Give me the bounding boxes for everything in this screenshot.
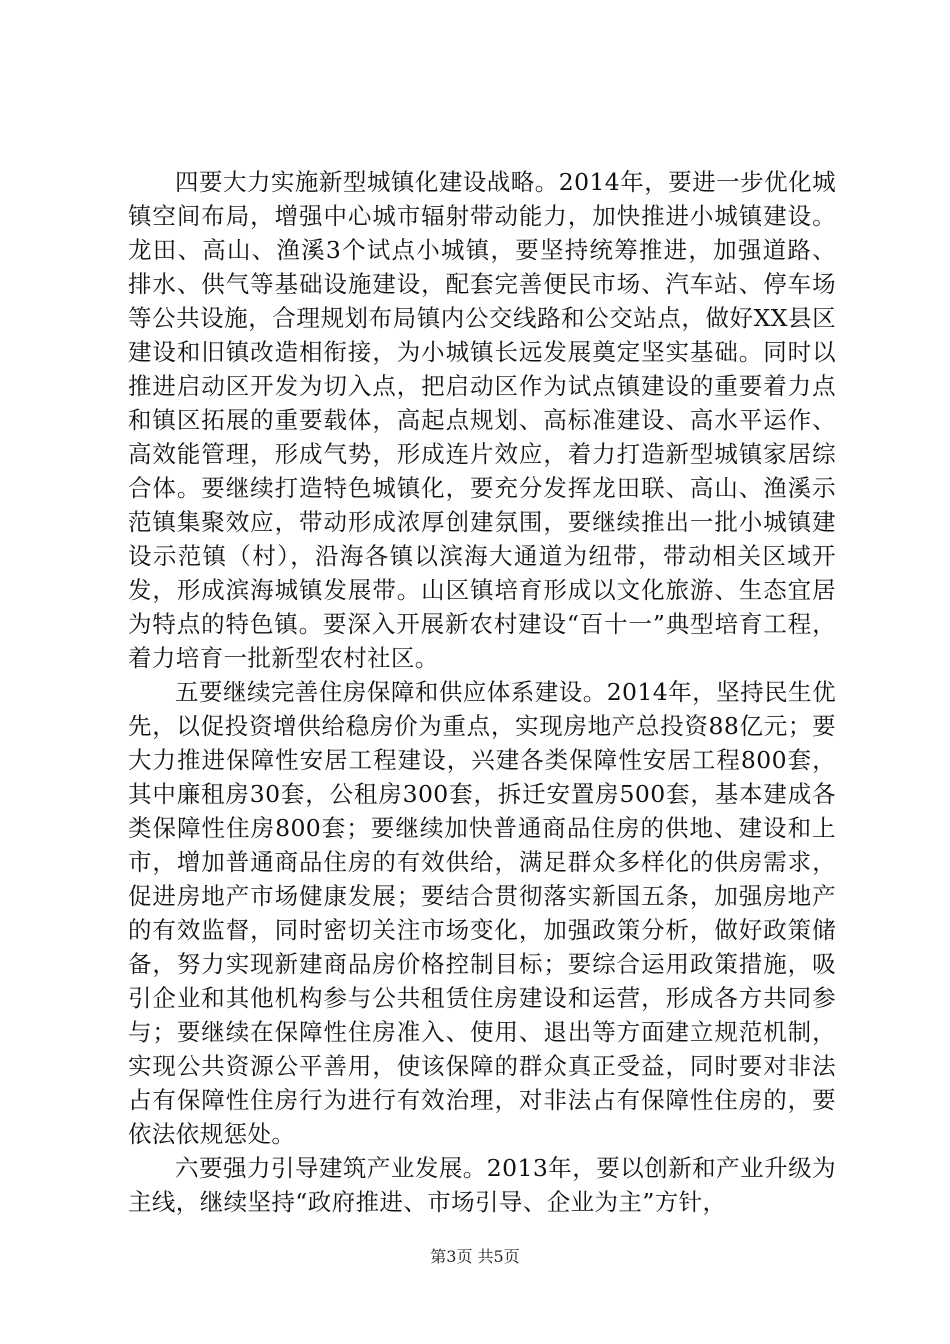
paragraph-housing-security: 五要继续完善住房保障和供应体系建设。2014年，坚持民生优先，以促投资增供给稳房价为重点，实现房地产总投资88亿元；要大力推进保障性安居工程建设，兴建各类保障性安居工程800套，其中廉租房30套，公租房300套，拆迁安置房500套，基本建成各类保障性住房800套；要继续加快普通商品住房的供地、建设和上市，增加普通商品住房的有效供给，满足群众多样化的供房需求，促进房地产市场健康发展；要结合贯彻落实新国五条，加强房地产的有效监督，同时密切关注市场变化，加强政策分析，做好政策储备，努力实现新建商品房价格控制目标；要综合运用政策措施，吸引企业和其他机构参与公共租赁住房建设和运营，形成各方共同参与；要继续在保障性住房准入、使用、退出等方面建立规范机制，实现公共资源公平善用，使该保障的群众真正受益，同时要对非法占有保障性住房行为进行有效治理，对非法占有保障性住房的，要依法依规惩处。: [128, 678, 836, 1148]
page-number-footer: 第3页 共5页: [430, 1247, 520, 1266]
document-body: [128, 165, 836, 1219]
paragraph-new-urbanization: 四要大力实施新型城镇化建设战略。2014年，要进一步优化城镇空间布局，增强中心城市辐射带动能力，加快推进小城镇建设。龙田、高山、渔溪3个试点小城镇，要坚持统筹推进，加强道路、排水、供气等基础设施建设，配套完善便民市场、汽车站、停车场等公共设施，合理规划布局镇内公交线路和公交站点，做好XX县区建设和旧镇改造相衔接，为小城镇长远发展奠定坚实基础。同时以推进启动区开发为切入点，把启动区作为试点镇建设的重要着力点和镇区拓展的重要载体，高起点规划、高标准建设、高水平运作、高效能管理，形成气势，形成连片效应，着力打造新型城镇家居综合体。要继续打造特色城镇化，要充分发挥龙田联、高山、渔溪示范镇集聚效应，带动形成浓厚创建氛围，要继续推出一批小城镇建设示范镇（村），沿海各镇以滨海大通道为纽带，带动相关区域开发，形成滨海城镇发展带。山区镇培育形成以文化旅游、生态宜居为特点的特色镇。要深入开展新农村建设“百十一”典型培育工程，着力培育一批新型农村社区。: [128, 168, 836, 672]
paragraph-construction-industry: 六要强力引导建筑产业发展。2013年，要以创新和产业升级为主线，继续坚持“政府推进、市场引导、企业为主”方针，: [128, 1154, 836, 1216]
